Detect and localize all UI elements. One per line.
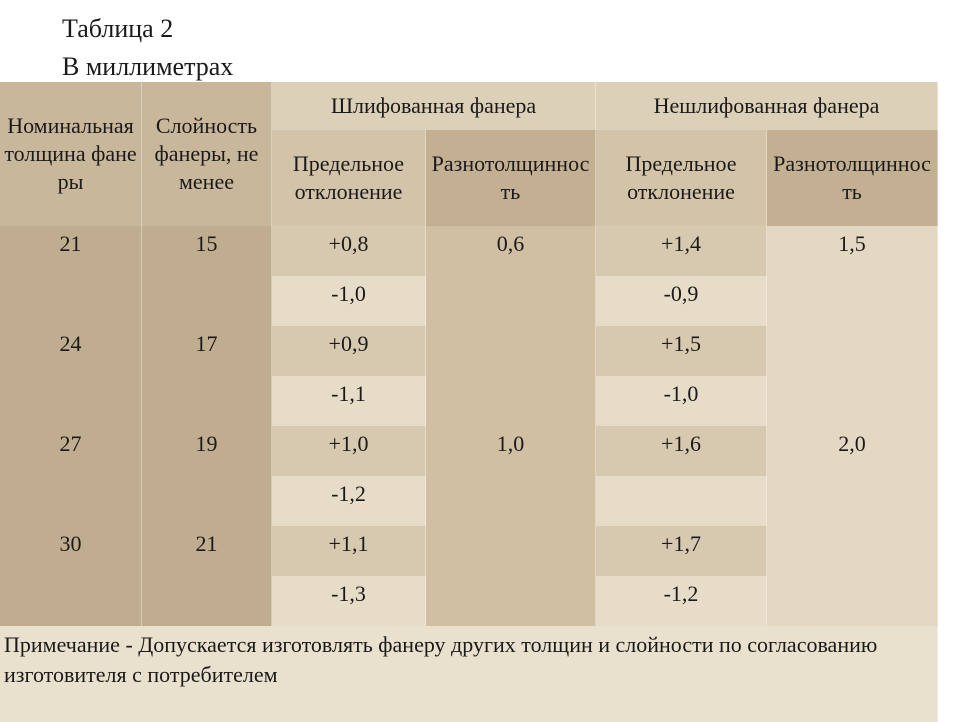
- cell-plies: 21: [142, 526, 272, 626]
- cell-unsanded-dev-minus: -1,0: [596, 376, 767, 426]
- header-unsanded: Нешлифованная фанера: [596, 82, 938, 130]
- cell-plies: 17: [142, 326, 272, 426]
- cell-plies: 15: [142, 226, 272, 326]
- cell-unsanded-variation: 2,0: [767, 426, 938, 626]
- cell-sanded-dev-plus: +1,0: [272, 426, 426, 476]
- cell-unsanded-variation: 1,5: [767, 226, 938, 426]
- header-nominal-thickness: Номинальная толщина фанеры: [0, 82, 142, 226]
- cell-sanded-dev-plus: +0,9: [272, 326, 426, 376]
- cell-sanded-dev-plus: +0,8: [272, 226, 426, 276]
- header-sanded: Шлифованная фанера: [272, 82, 596, 130]
- cell-sanded-dev-minus: -1,1: [272, 376, 426, 426]
- table-number: Таблица 2: [62, 14, 174, 43]
- cell-sanded-variation: 1,0: [426, 426, 596, 626]
- cell-sanded-dev-minus: -1,2: [272, 476, 426, 526]
- cell-thickness: 27: [0, 426, 142, 526]
- header-sanded-limit-deviation: Предельное отклонение: [272, 130, 426, 226]
- table-note: Примечание - Допускается изготовлять фанеру других толщин и слойности по согласованию изготовителя с потребителем: [0, 626, 938, 722]
- table-units: В миллиметрах: [62, 52, 234, 81]
- cell-sanded-dev-minus: -1,3: [272, 576, 426, 626]
- table-row: [0, 426, 938, 476]
- header-unsanded-thickness-variation: Разнотолщинность: [767, 130, 938, 226]
- table-note-row: [0, 626, 938, 722]
- header-ply-count: Слойность фанеры, не менее: [142, 82, 272, 226]
- cell-plies: 19: [142, 426, 272, 526]
- cell-unsanded-dev-minus: -1,2: [596, 576, 767, 626]
- cell-sanded-dev-minus: -1,0: [272, 276, 426, 326]
- cell-sanded-variation: 0,6: [426, 226, 596, 426]
- cell-unsanded-dev-minus: [596, 476, 767, 526]
- header-sanded-thickness-variation: Разнотолщинность: [426, 130, 596, 226]
- cell-sanded-dev-plus: +1,1: [272, 526, 426, 576]
- table-row: [0, 226, 938, 276]
- cell-thickness: 21: [0, 226, 142, 326]
- cell-unsanded-dev-plus: +1,7: [596, 526, 767, 576]
- header-unsanded-limit-deviation: Предельное отклонение: [596, 130, 767, 226]
- cell-unsanded-dev-plus: +1,5: [596, 326, 767, 376]
- cell-unsanded-dev-minus: -0,9: [596, 276, 767, 326]
- cell-thickness: 30: [0, 526, 142, 626]
- table-caption: [62, 10, 233, 86]
- plywood-tolerance-table: [0, 82, 938, 722]
- cell-thickness: 24: [0, 326, 142, 426]
- cell-unsanded-dev-plus: +1,4: [596, 226, 767, 276]
- cell-unsanded-dev-plus: +1,6: [596, 426, 767, 476]
